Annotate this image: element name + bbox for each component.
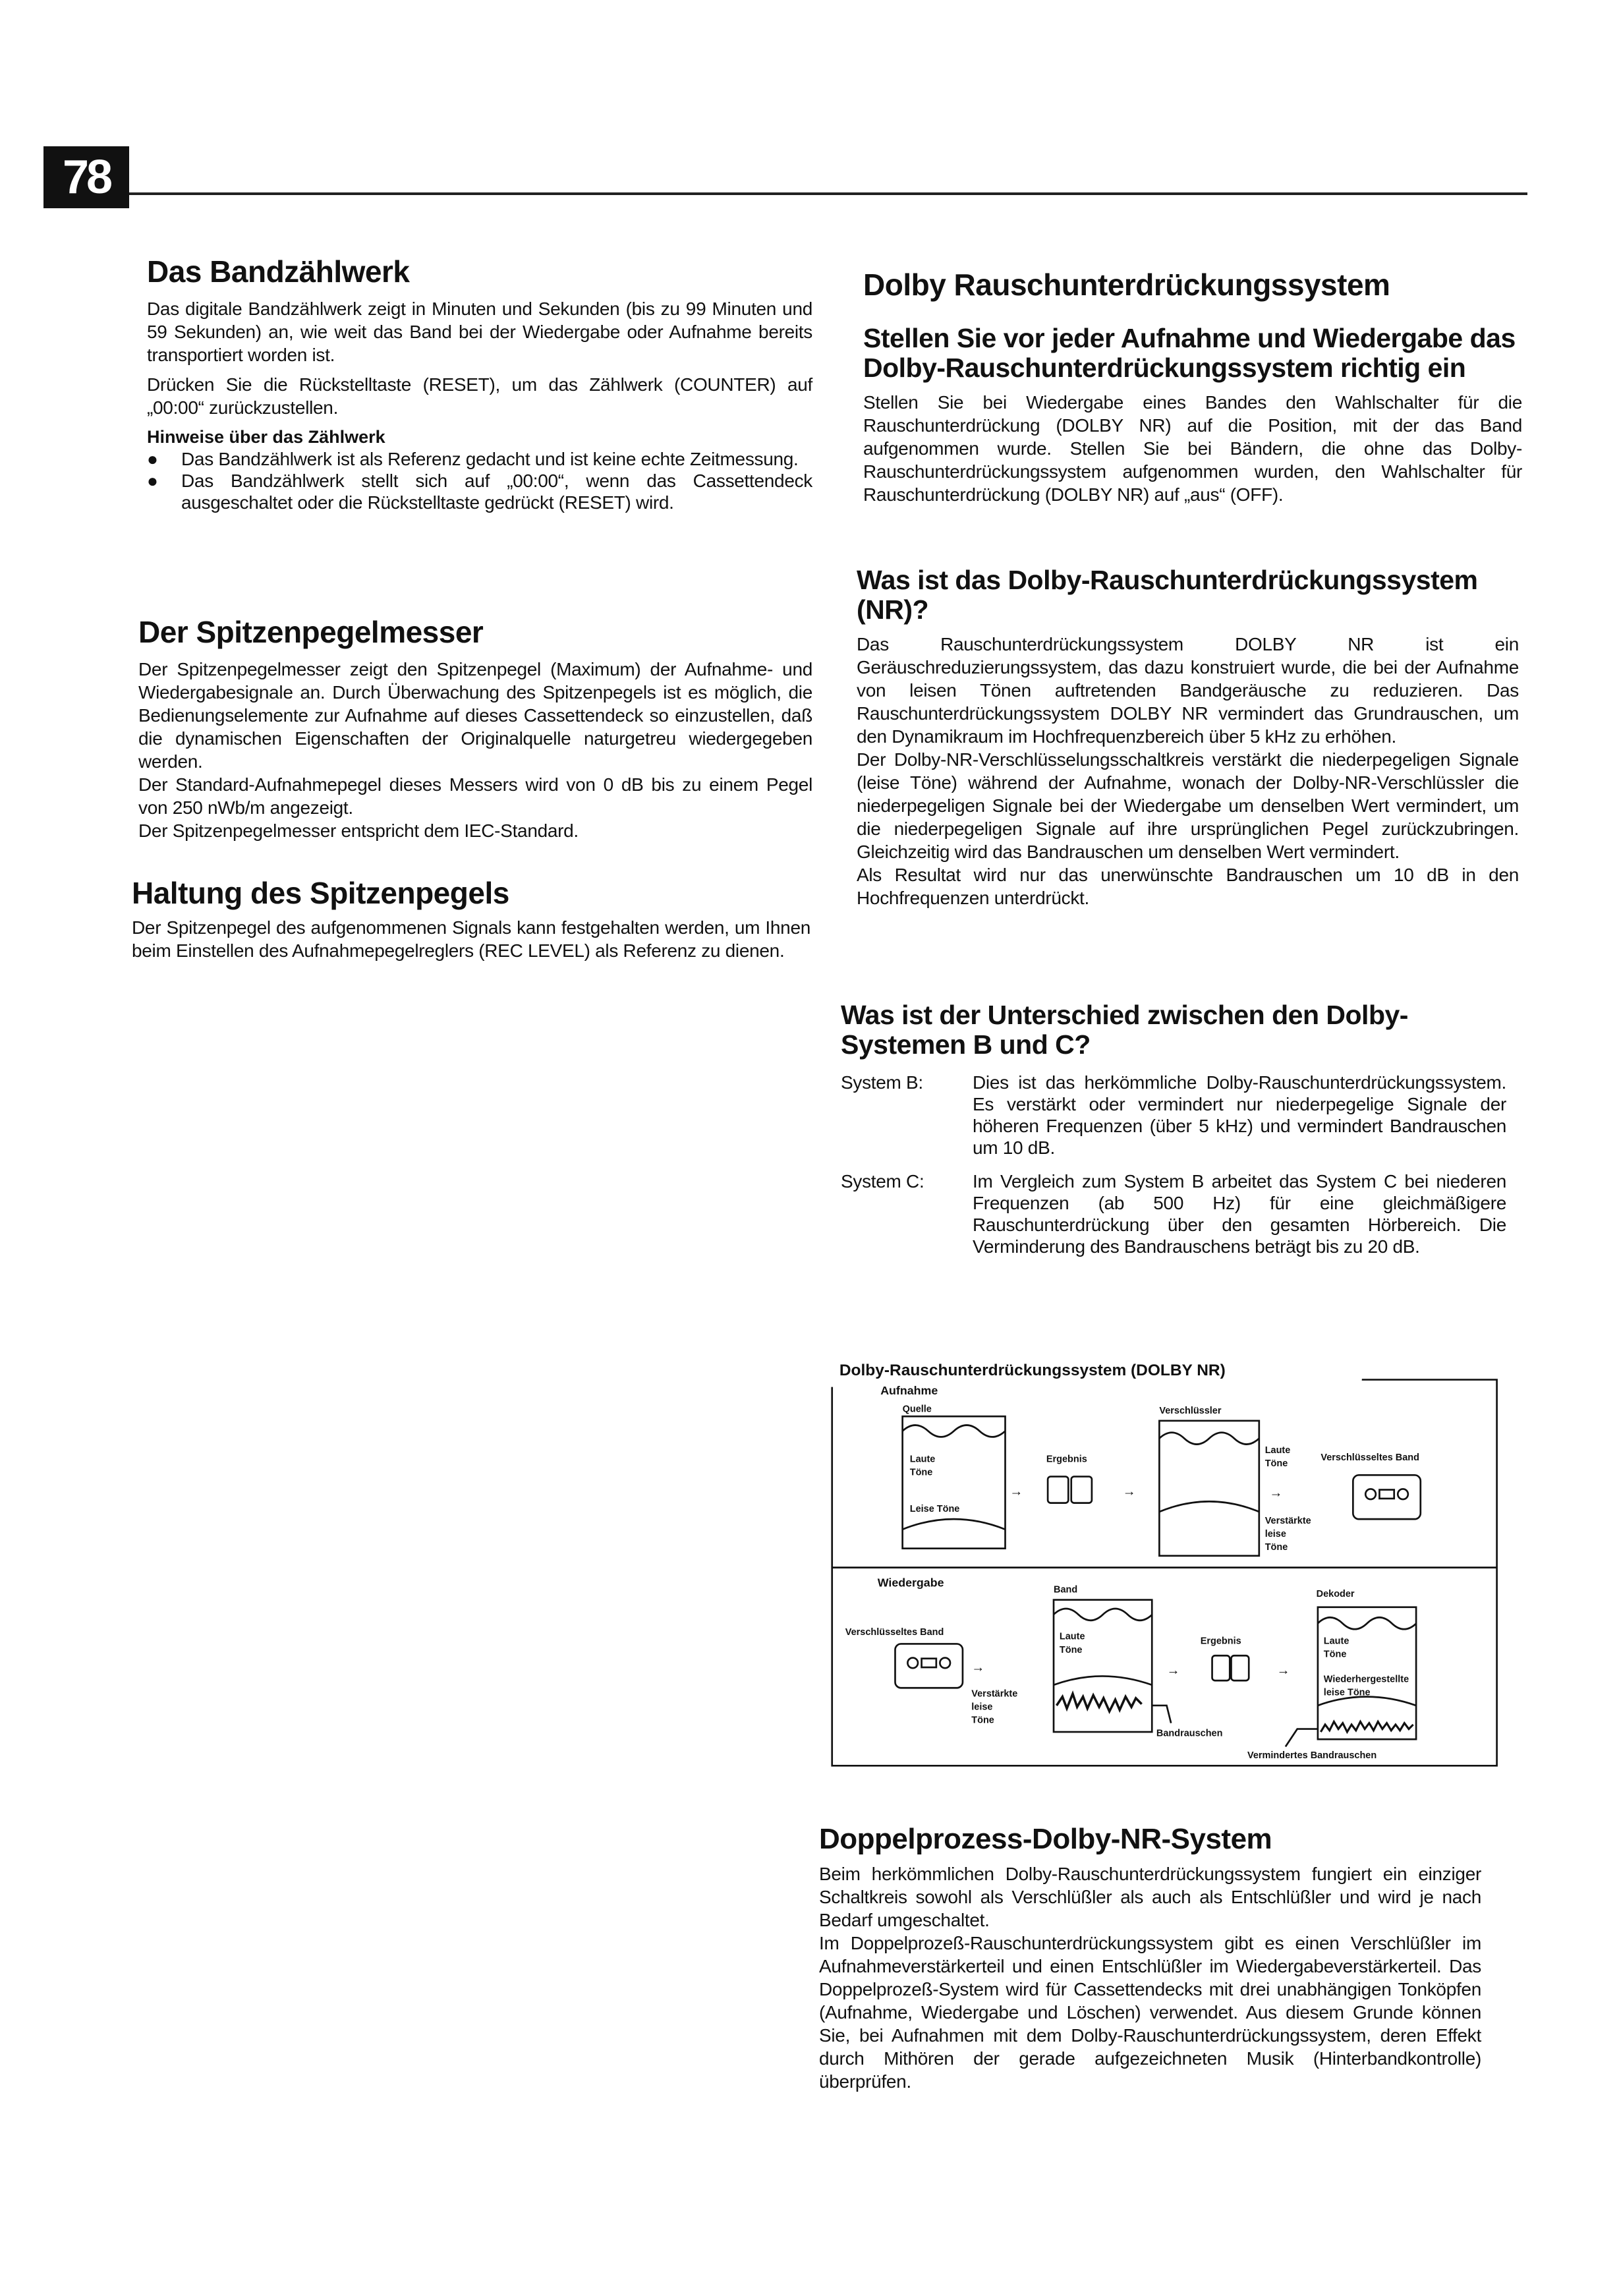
label: Töne: [1323, 1649, 1347, 1660]
subsection-title: Was ist das Dolby-Rauschunterdrückungssystem (NR)?: [857, 565, 1478, 625]
playback-label: Wiedergabe: [877, 1576, 944, 1590]
section-dolby: [863, 267, 1522, 513]
label: leise Töne: [1323, 1687, 1371, 1698]
dolby-nr-diagram: [822, 1350, 1512, 1783]
label: Vermindertes Bandrauschen: [1247, 1750, 1377, 1762]
label: Töne: [1264, 1541, 1288, 1553]
label: leise: [971, 1702, 993, 1713]
paragraph: Im Doppelprozeß-Rauschunterdrückungssystem gibt es einen Verschlüßler im Aufnahmeverstärkerteil und einen Entschlüßler im Wiedergabeverstärkerteil. Das Doppelprozeß-System wird für Cassettendecks mit drei unabhängigen Tonköpfen (Aufnahme, Wiedergabe und Löschen) verwendet. Aus diesem Grunde können Sie, bei Aufnahmen mit dem Dolby-Rauschunterdrückungssystem, deren Effekt durch Mithören der gerade aufgezeichneten Musik (Hinterbandkontrolle) überprüfen.: [819, 1933, 1481, 2092]
recording-label: Aufnahme: [880, 1383, 938, 1397]
list-item: ● Das Bandzählwerk stellt sich auf „00:00“, wenn das Cassettendeck ausgeschaltet oder die Rückstelltaste gedrückt (RESET) wird.: [147, 471, 812, 513]
notes-list: [147, 448, 812, 513]
decoder-box: [1318, 1607, 1416, 1739]
decoder-label: Dekoder: [1316, 1589, 1355, 1600]
subsection-title: Stellen Sie vor jeder Aufnahme und Wiedergabe das Dolby-Rauschunterdrückungssystem richtig ein: [863, 323, 1516, 383]
arrow-icons: [971, 1484, 1290, 1678]
definition-system-c: [841, 1170, 1506, 1257]
label: Laute: [1323, 1636, 1349, 1647]
arrow-right-icon: →: [1166, 1663, 1180, 1679]
cassette-icon: [895, 1644, 962, 1688]
section-title: Das Bandzählwerk: [147, 254, 410, 289]
page-section-title: Dolby Rauschunterdrückungssystem: [863, 268, 1390, 302]
paragraph: Stellen Sie bei Wiedergabe eines Bandes den Wahlschalter für die Rauschunterdrückung (DOLBY NR) auf die Position, mit der das Band aufgenommen wurde. Stellen Sie bei Bändern, die ohne das Dolby-Rauschunterdrückungssystem aufgenommen wurden, den Wahlschalter für Rauschunterdrückung (DOLBY NR) auf „aus“ (OFF).: [863, 392, 1522, 505]
label: Töne: [1264, 1458, 1288, 1469]
label: Töne: [971, 1715, 994, 1726]
paragraph: Der Spitzenpegelmesser entspricht dem IEC-Standard.: [138, 820, 579, 841]
result-label: Ergebnis: [1200, 1636, 1241, 1647]
page-number: 78: [43, 146, 129, 208]
diagram-title: Dolby-Rauschunterdrückungssystem (DOLBY NR): [839, 1361, 1226, 1379]
cassette-icon: [1353, 1475, 1420, 1519]
definition-system-b: [841, 1072, 1506, 1159]
paragraph: Beim herkömmlichen Dolby-Rauschunterdrückungssystem fungiert ein einziger Schaltkreis sowohl als Verschlüßler als auch als Entschlüßler und wird je nach Bedarf umgeschaltet.: [819, 1864, 1481, 1930]
bullet-icon: ●: [147, 471, 158, 491]
section-tape-counter: [147, 254, 812, 513]
subsection-title: Was ist der Unterschied zwischen den Dolby-Systemen B und C?: [841, 1000, 1408, 1060]
arrow-right-icon: →: [1009, 1484, 1023, 1499]
paragraph: Der Dolby-NR-Verschlüsselungsschaltkreis verstärkt die niederpegeligen Signale (leise Töne) während der Aufnahme, wonach der Dolby-NR-Verschlüssler die niederpegeligen Signale bei der Wiedergabe um denselben Wert vermindert, um die niederpegeligen Signale auf ihre ursprünglichen Pegel zurückzubringen. Gleichzeitig wird das Bandrauschen um denselben Wert vermindert.: [857, 749, 1519, 862]
paragraph: Der Standard-Aufnahmepegel dieses Messers wird von 0 dB bis zu einem Pegel von 250 nWb/m angezeigt.: [138, 774, 812, 818]
paragraph: Der Spitzenpegel des aufgenommenen Signals kann festgehalten werden, um Ihnen beim Einstellen des Aufnahmepegelreglers (REC LEVEL) als Referenz zu dienen.: [132, 917, 810, 961]
label: Wiederhergestellte: [1323, 1674, 1409, 1685]
section-title: Doppelprozess-Dolby-NR-System: [819, 1823, 1272, 1855]
section-title: Der Spitzenpegelmesser: [138, 615, 484, 649]
notes-title: Hinweise über das Zählwerk: [147, 427, 385, 447]
result-label: Ergebnis: [1046, 1454, 1087, 1465]
label: Leise Töne: [909, 1503, 960, 1514]
section-peak-hold: [132, 875, 810, 969]
diagram-frame: [832, 1380, 1497, 1766]
arrow-right-icon: →: [1122, 1484, 1136, 1499]
label: Verschlüsseltes Band: [1321, 1452, 1419, 1464]
section-what-is-dolby: [857, 565, 1519, 909]
section-b-vs-c: [841, 1000, 1506, 1269]
label: leise: [1264, 1528, 1286, 1539]
definition-term: System C:: [841, 1171, 924, 1191]
label: Verschlüsseltes Band: [845, 1627, 944, 1638]
label: Töne: [909, 1467, 933, 1478]
definition-term: System B:: [841, 1072, 923, 1093]
source-label: Quelle: [902, 1404, 932, 1415]
paragraph: Als Resultat wird nur das unerwünschte Bandrauschen um 10 dB in den Hochfrequenzen unterdrückt.: [857, 865, 1519, 908]
label: Band: [1054, 1584, 1078, 1595]
label: Verstärkte: [971, 1688, 1018, 1700]
paragraph: Der Spitzenpegelmesser zeigt den Spitzenpegel (Maximum) der Aufnahme- und Wiedergabesignale an. Durch Überwachung des Spitzenpegels ist es möglich, die Bedienungselemente zur Aufnahme auf dieses Cassettendeck so einzustellen, daß die dynamischen Eigenschaften der Originalquelle naturgetreu wiedergegeben werden.: [138, 659, 812, 772]
section-title: Haltung des Spitzenpegels: [132, 876, 509, 910]
section-peak-meter: [138, 614, 812, 842]
arrow-right-icon: →: [1276, 1663, 1290, 1679]
section-double-process: [819, 1822, 1481, 2093]
bullet-icon: ●: [147, 449, 158, 469]
label: Laute: [1059, 1631, 1085, 1642]
header-rule: [129, 192, 1527, 195]
paragraph: Das digitale Bandzählwerk zeigt in Minuten und Sekunden (bis zu 99 Minuten und 59 Sekunden) an, wie weit das Band bei der Wiedergabe oder Aufnahme bereits transportiert worden ist.: [147, 299, 812, 365]
arrow-right-icon: →: [1269, 1485, 1283, 1501]
paragraph: Drücken Sie die Rückstelltaste (RESET), um das Zählwerk (COUNTER) auf „00:00“ zurückzustellen.: [147, 374, 812, 418]
arrow-right-icon: →: [971, 1660, 985, 1675]
label: Bandrauschen: [1156, 1728, 1223, 1739]
definition-text: Dies ist das herkömmliche Dolby-Rauschunterdrückungssystem. Es verstärkt oder vermindert nur niederpegelige Signale der höheren Frequenzen (über 5 kHz) und vermindert Bandrauschen um 10 dB.: [973, 1072, 1506, 1158]
encoder-label: Verschlüssler: [1159, 1405, 1222, 1416]
label: Töne: [1059, 1644, 1083, 1655]
encoder-box: [1159, 1421, 1259, 1556]
definition-text: Im Vergleich zum System B arbeitet das System C bei niederen Frequenzen (ab 500 Hz) für eine gleichmäßigere Rauschunterdrückung über den gesamten Hörbereich. Die Verminderung des Bandrauschens beträgt bis zu 20 dB.: [973, 1171, 1506, 1257]
label: Laute: [909, 1454, 936, 1465]
label: Laute: [1264, 1445, 1291, 1456]
label: Verstärkte: [1264, 1515, 1311, 1526]
paragraph: Das Rauschunterdrückungssystem DOLBY NR ist ein Geräuschreduzierungssystem, das dazu konstruiert wurde, die bei der Aufnahme von leisen Tönen auftretenden Bandgeräusche zu reduzieren. Das Rauschunterdrückungssystem DOLBY NR vermindert das Grundrauschen, um den Dynamikraum im Hochfrequenzbereich über 5 kHz zu erhöhen.: [857, 634, 1519, 747]
list-item: ● Das Bandzählwerk ist als Referenz gedacht und ist keine echte Zeitmessung.: [147, 449, 799, 469]
